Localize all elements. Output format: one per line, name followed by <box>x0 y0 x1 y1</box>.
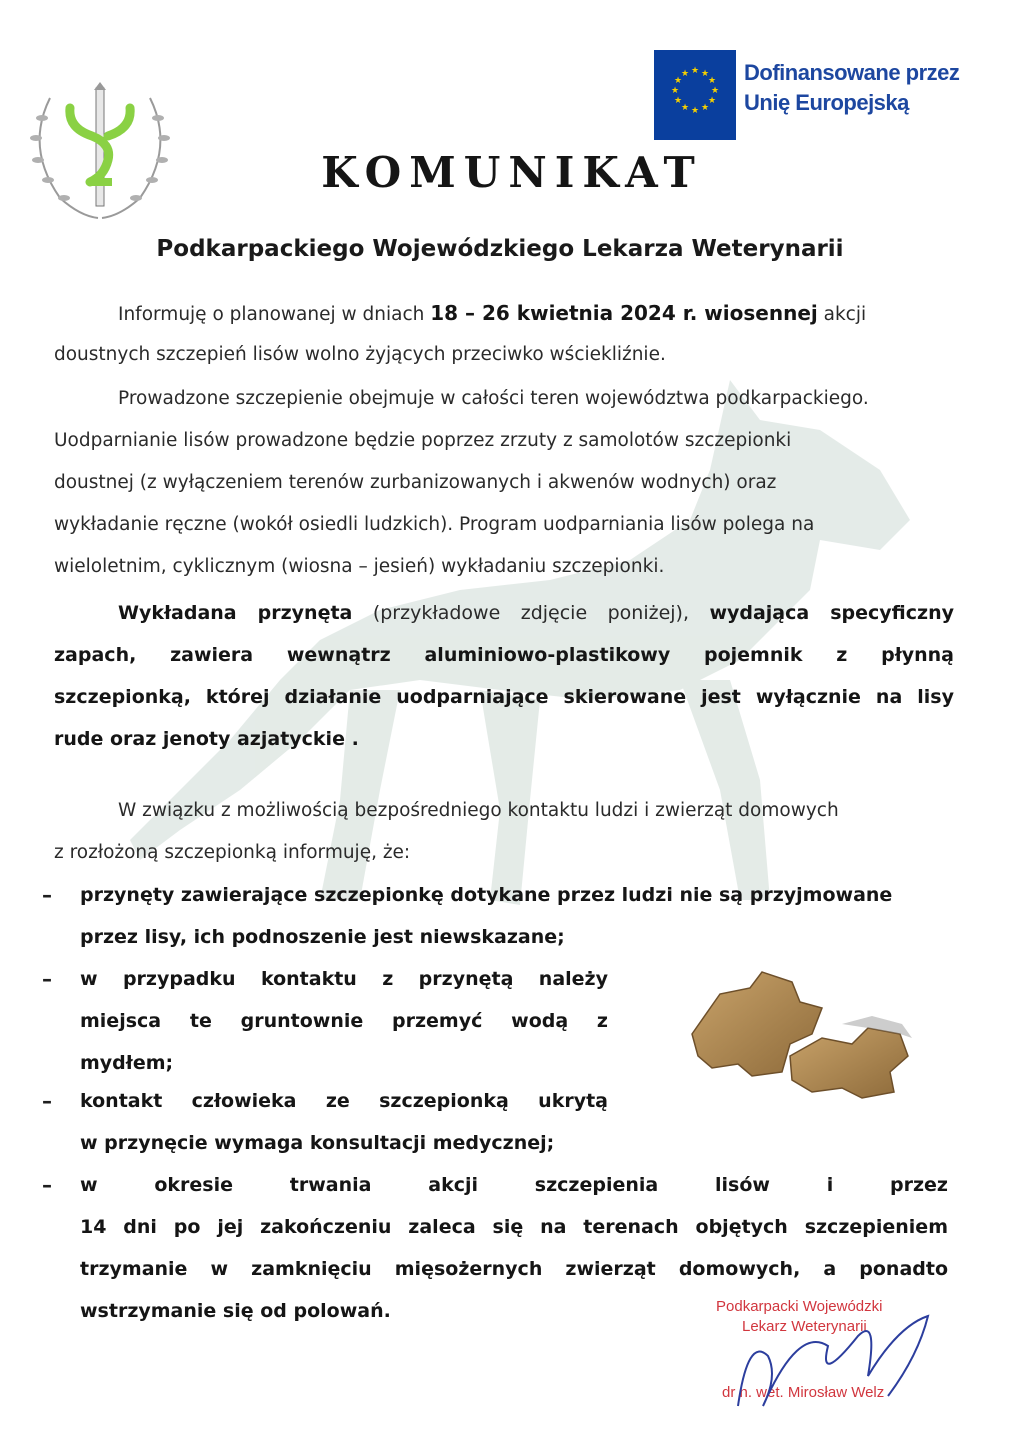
svg-text:★: ★ <box>707 76 717 86</box>
signature-icon <box>708 1296 968 1416</box>
bullet-dash: – <box>42 967 52 991</box>
eu-flag-icon <box>654 50 736 140</box>
paragraph-line <box>54 292 954 334</box>
bullet-dash: – <box>42 883 52 907</box>
bullet-line: miejsca te gruntownie przemyć wodą z <box>80 1010 608 1032</box>
bullet-line: mydłem; <box>80 1052 174 1074</box>
paragraph-line: Prowadzone szczepienie obejmuje w całości teren województwa podkarpackiego. <box>118 388 869 409</box>
svg-text:★: ★ <box>690 66 700 76</box>
official-stamp <box>708 1296 968 1416</box>
document-subtitle: Podkarpackiego Wojewódzkiego Lekarza Weterynarii <box>156 236 844 262</box>
bullet-item <box>80 958 608 1084</box>
eu-funding-line1: Dofinansowane przez <box>744 60 960 85</box>
bullet-line: w przypadku kontaktu z przynętą należy <box>80 968 608 990</box>
bait-photo-image <box>672 964 932 1104</box>
paragraph-line: wieloletnim, cyklicznym (wiosna – jesień) wykładaniu szczepionki. <box>54 556 665 577</box>
svg-text:★: ★ <box>673 76 683 86</box>
bullet-line: kontakt człowieka ze szczepionką ukrytą <box>80 1090 608 1112</box>
text-span: wydająca specyficzny <box>709 602 954 624</box>
bullet-dash: – <box>42 1173 52 1197</box>
bullet-item <box>80 874 950 958</box>
text-span: (przykładowe zdjęcie poniżej), <box>352 602 710 624</box>
bullet-item <box>80 1080 608 1164</box>
bullet-line: wstrzymanie się od polowań. <box>80 1300 391 1322</box>
svg-text:★: ★ <box>680 103 690 113</box>
bullet-dash: – <box>42 1089 52 1113</box>
document-title: KOMUNIKAT <box>321 148 703 197</box>
paragraph-line: z rozłożoną szczepionką informuję, że: <box>54 842 411 863</box>
paragraph-line: rude oraz jenoty azjatyckie . <box>54 728 359 750</box>
paragraph-scope <box>54 378 954 588</box>
svg-text:★: ★ <box>690 106 700 116</box>
text-span: Informuję o planowanej w dniach <box>118 304 431 325</box>
svg-text:★: ★ <box>700 69 710 79</box>
paragraph-line: W związku z możliwością bezpośredniego kontaktu ludzi i zwierząt domowych <box>118 800 839 821</box>
paragraph-line <box>54 592 954 634</box>
svg-text:★: ★ <box>710 86 720 96</box>
paragraph-contact-warning <box>54 790 954 874</box>
paragraph-line: zapach, zawiera wewnątrz aluminiowo-plastikowy pojemnik z płynną <box>54 644 954 666</box>
svg-text:★: ★ <box>670 86 680 96</box>
svg-text:★: ★ <box>673 96 683 106</box>
svg-text:★: ★ <box>680 69 690 79</box>
bullet-line: przynęty zawierające szczepionkę dotykane przez ludzi nie są przyjmowane <box>80 884 893 906</box>
svg-text:★: ★ <box>700 103 710 113</box>
stamp-line1: Podkarpacki Wojewódzki <box>716 1298 883 1315</box>
paragraph-line: Uodparnianie lisów prowadzone będzie poprzez zrzuty z samolotów szczepionki <box>54 430 792 451</box>
eu-funding-label <box>744 58 959 118</box>
eu-funding-line2: Unię Europejską <box>744 90 909 115</box>
svg-text:★: ★ <box>707 96 717 106</box>
paragraph-line: doustnej (z wyłączeniem terenów zurbanizowanych i akwenów wodnych) oraz <box>54 472 777 493</box>
bullet-line: 14 dni po jej zakończeniu zaleca się na terenach objętych szczepieniem <box>80 1216 948 1238</box>
paragraph-line: szczepionką, której działanie uodparniające skierowane jest wyłącznie na lisy <box>54 686 954 708</box>
bullet-line: trzymanie w zamknięciu mięsożernych zwierząt domowych, a ponadto <box>80 1258 948 1280</box>
campaign-dates: 18 – 26 kwietnia 2024 r. wiosennej <box>430 301 818 325</box>
text-span: akcji <box>817 304 867 325</box>
text-span: Wykładana przynęta <box>118 602 353 624</box>
bullet-line: w przynęcie wymaga konsultacji medycznej; <box>80 1132 555 1154</box>
stamp-line3: dr n. wet. Mirosław Welz <box>722 1384 885 1401</box>
paragraph-bait <box>54 592 954 760</box>
paragraph-announcement <box>54 292 954 376</box>
stamp-line2: Lekarz Weterynarii <box>742 1318 867 1335</box>
bullet-line: przez lisy, ich podnoszenie jest niewskazane; <box>80 926 565 948</box>
paragraph-line: doustnych szczepień lisów wolno żyjących przeciwko wściekliźnie. <box>54 344 666 365</box>
paragraph-line: wykładanie ręczne (wokół osiedli ludzkich). Program uodparniania lisów polega na <box>54 514 815 535</box>
bullet-line: w okresie trwania akcji szczepienia lisów i przez <box>80 1174 948 1196</box>
